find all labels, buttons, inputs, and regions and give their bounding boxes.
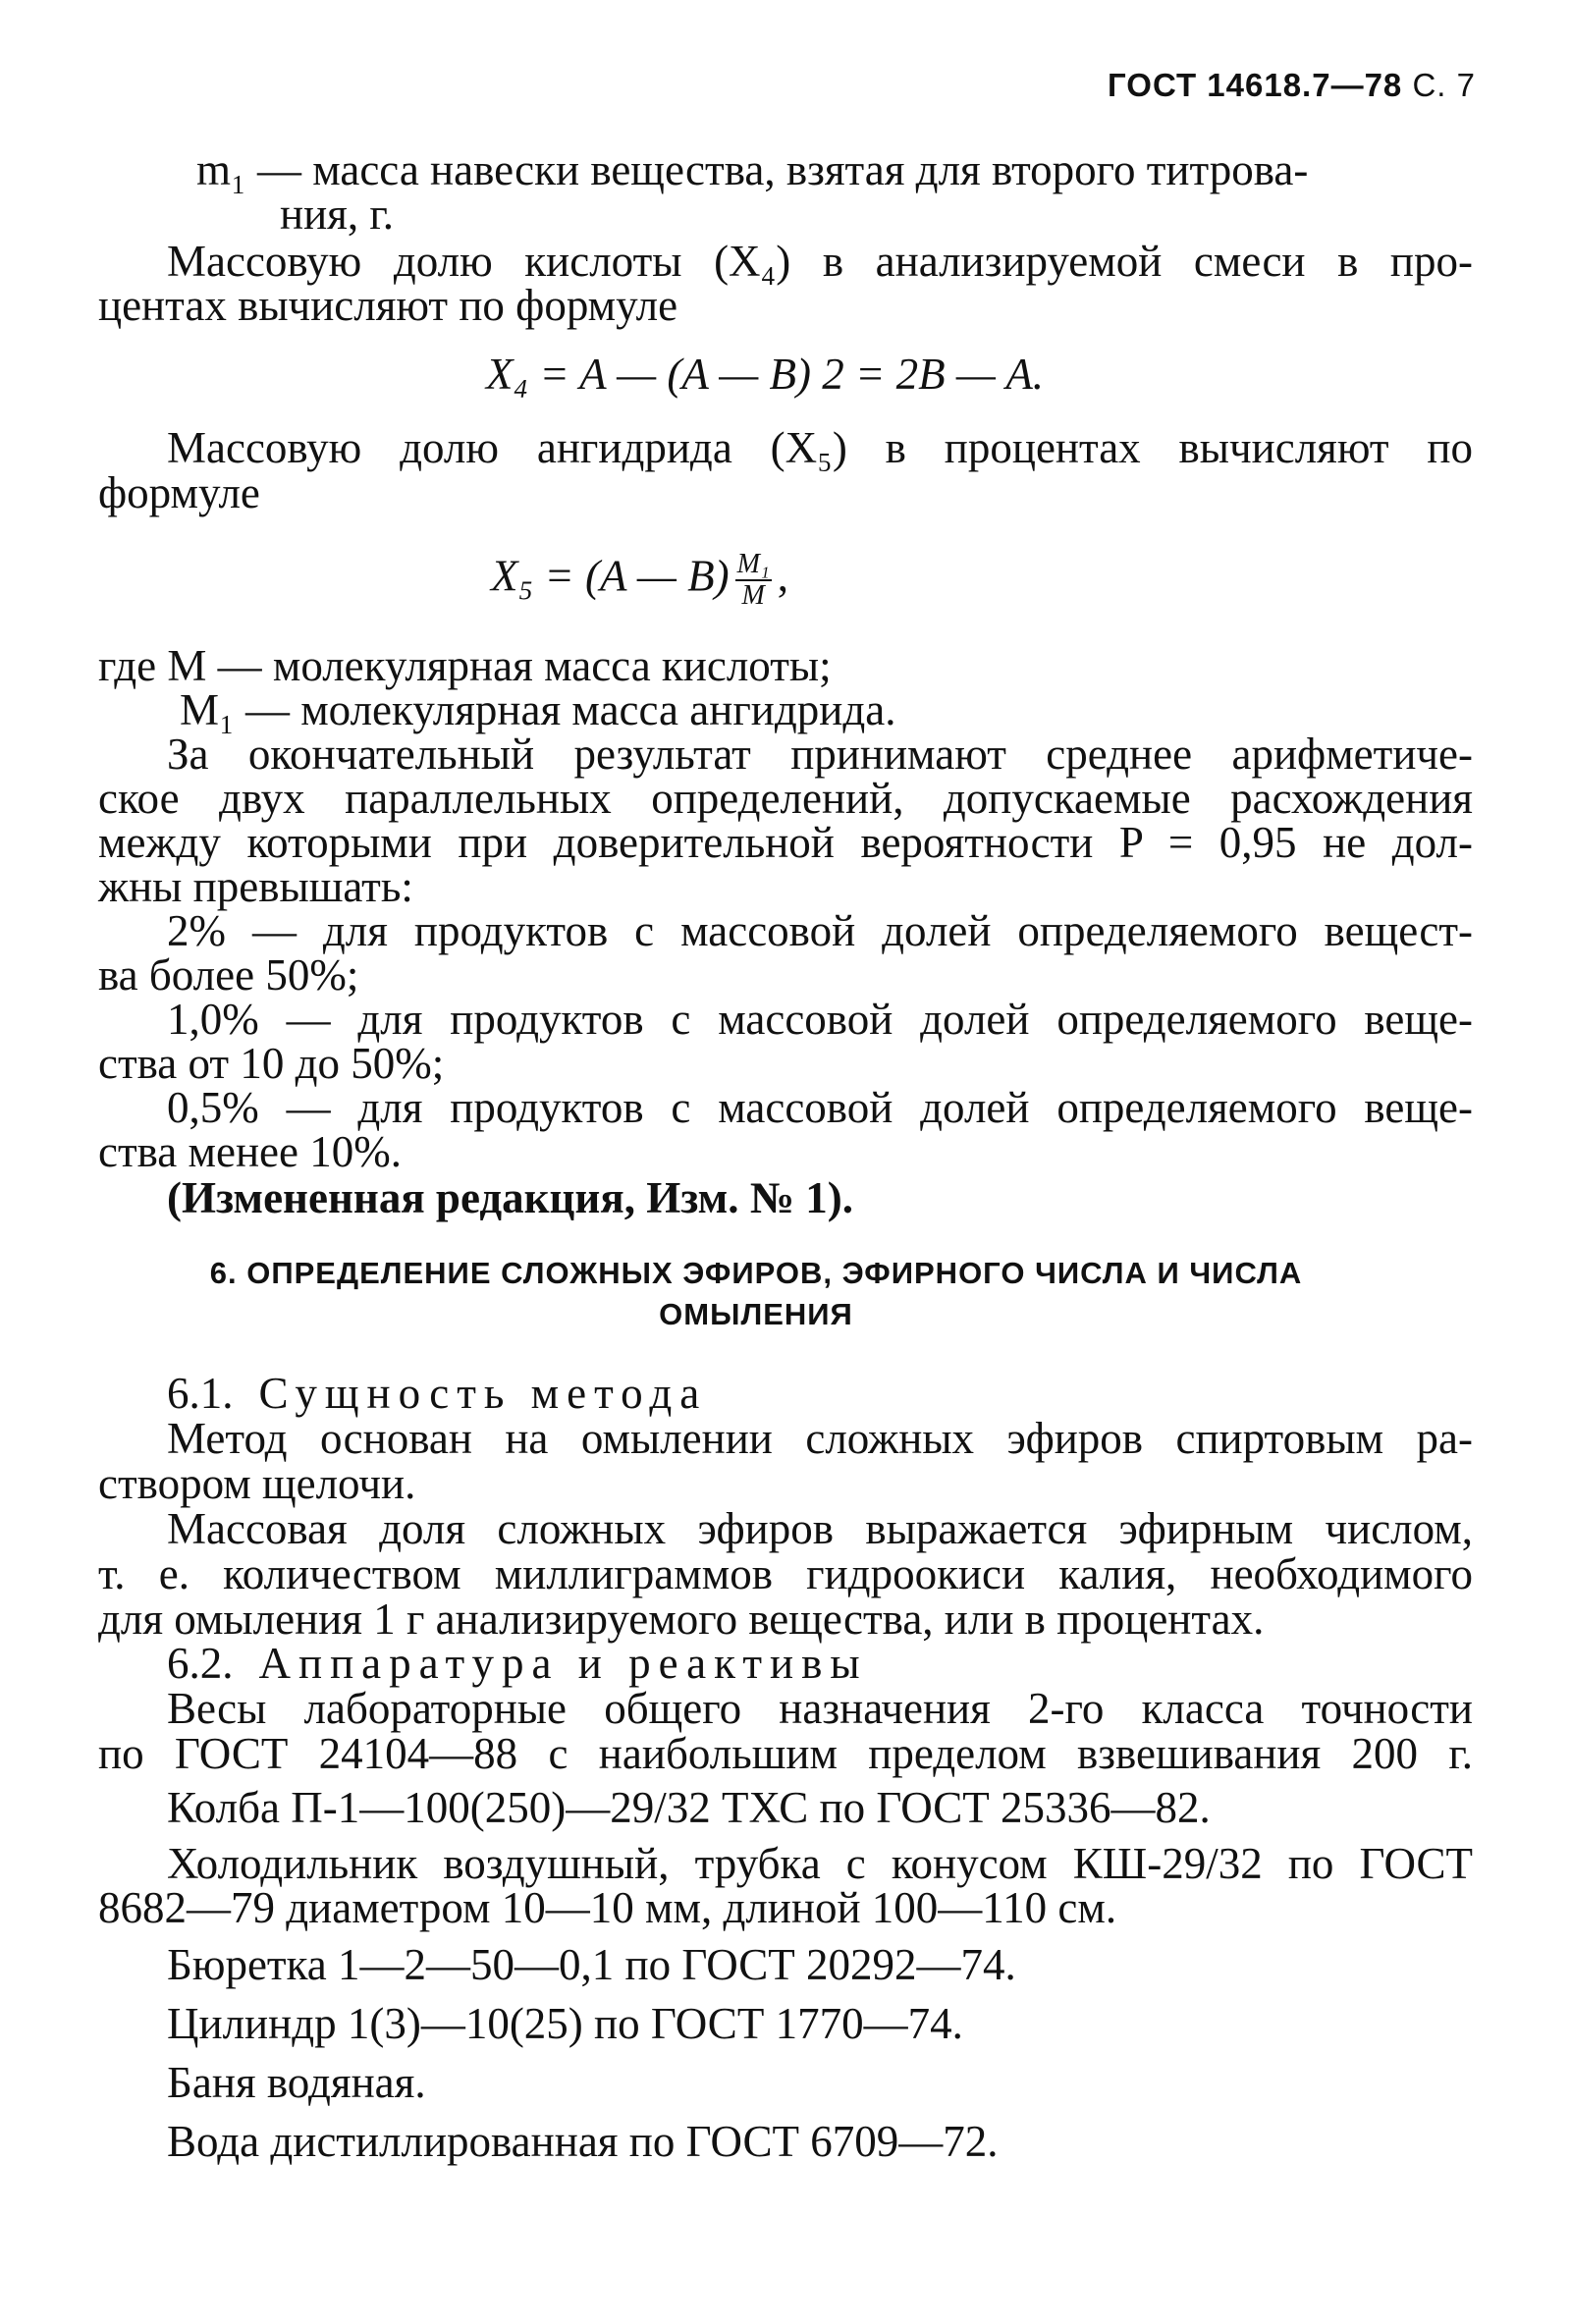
- formula-x4: X₄ = A — (A — B) 2 = 2B — A.: [486, 350, 1045, 399]
- subsection-6-1-number: 6.1.: [167, 1369, 234, 1418]
- formula-x5-tail: ,: [777, 551, 788, 601]
- s61-p1-line2: створом щелочи.: [98, 1459, 416, 1508]
- m1-definition-line1: m₁ — масса навески вещества, взятая для второго титрова-: [196, 145, 1309, 194]
- limit-item-2-line1: 1,0% — для продуктов с массовой долей определяемого веще-: [167, 995, 1473, 1044]
- bath-line: Баня водяная.: [167, 2058, 426, 2107]
- final-result-line3: между которыми при доверительной вероятности P = 0,95 не дол-: [98, 818, 1473, 867]
- s61-p2-line3: для омыления 1 г анализируемого вещества, или в процентах.: [98, 1594, 1265, 1644]
- formula-x5-fraction: [735, 550, 772, 611]
- water-line: Вода дистиллированная по ГОСТ 6709—72.: [167, 2117, 999, 2166]
- x4-paragraph-line1: Массовую долю кислоты (X₄) в анализируемой смеси в про-: [167, 237, 1473, 286]
- m1-definition-line2: ния, г.: [280, 189, 394, 239]
- where-line1: где M — молекулярная масса кислоты;: [98, 641, 832, 690]
- page-number: С. 7: [1412, 67, 1476, 103]
- limit-item-1-line2: ва более 50%;: [98, 950, 359, 1000]
- subsection-6-2-number: 6.2.: [167, 1639, 234, 1688]
- s61-p1-line1: Метод основан на омылении сложных эфиров спиртовым ра-: [167, 1414, 1473, 1463]
- flask-line: Колба П-1—100(250)—29/32 ТХС по ГОСТ 25336—82.: [167, 1783, 1211, 1832]
- subsection-6-1-heading: [167, 1371, 707, 1416]
- x4-paragraph-line2: центах вычисляют по формуле: [98, 281, 678, 330]
- section-6-title-line1: 6. ОПРЕДЕЛЕНИЕ СЛОЖНЫХ ЭФИРОВ, ЭФИРНОГО ЧИСЛА И ЧИСЛА: [209, 1256, 1303, 1290]
- final-result-line2: ское двух параллельных определений, допускаемые расхождения: [98, 774, 1473, 823]
- limit-item-3-line1: 0,5% — для продуктов с массовой долей определяемого веще-: [167, 1083, 1473, 1132]
- final-result-line1: За окончательный результат принимают среднее арифметиче-: [167, 730, 1473, 779]
- cooler-line2: 8682—79 диаметром 10—10 мм, длиной 100—110 см.: [98, 1883, 1117, 1932]
- x5-paragraph-line1: Массовую долю ангидрида (X₅) в процентах вычисляют по: [167, 423, 1473, 472]
- limit-item-1-line1: 2% — для продуктов с массовой долей определяемого вещест-: [167, 906, 1473, 955]
- fraction-denominator: M: [741, 580, 765, 611]
- burette-line: Бюретка 1—2—50—0,1 по ГОСТ 20292—74.: [167, 1940, 1016, 1989]
- s61-p2-line1: Массовая доля сложных эфиров выражается эфирным числом,: [167, 1504, 1473, 1553]
- s61-p2-line2: т. е. количеством миллиграммов гидроокиси калия, необходимого: [98, 1549, 1473, 1598]
- scales-line2: по ГОСТ 24104—88 с наибольшим пределом взвешивания 200 г.: [98, 1729, 1473, 1778]
- cooler-line1: Холодильник воздушный, трубка с конусом КШ-29/32 по ГОСТ: [167, 1839, 1473, 1888]
- subsection-6-2-heading: [167, 1641, 868, 1686]
- final-result-line4: жны превышать:: [98, 862, 413, 911]
- where-line2: M₁ — молекулярная масса ангидрида.: [180, 685, 896, 734]
- formula-x5: [491, 550, 788, 611]
- limit-item-3-line2: ства менее 10%.: [98, 1127, 402, 1176]
- page-header: [1108, 67, 1476, 104]
- cylinder-line: Цилиндр 1(3)—10(25) по ГОСТ 1770—74.: [167, 1999, 963, 2048]
- section-6-title-line2: ОМЫЛЕНИЯ: [659, 1297, 853, 1331]
- limit-item-2-line2: ства от 10 до 50%;: [98, 1039, 445, 1088]
- subsection-6-2-title: Аппаратура и реактивы: [258, 1639, 868, 1688]
- gost-number: ГОСТ 14618.7—78: [1108, 67, 1403, 103]
- revision-note: (Измененная редакция, Изм. № 1).: [167, 1173, 854, 1222]
- formula-x5-left: X₅ = (A — B): [491, 551, 730, 601]
- scales-line1: Весы лабораторные общего назначения 2-го класса точности: [167, 1684, 1473, 1733]
- x5-paragraph-line2: формуле: [98, 468, 260, 517]
- fraction-numerator: M₁: [736, 549, 770, 579]
- subsection-6-1-title: Сущность метода: [258, 1369, 708, 1418]
